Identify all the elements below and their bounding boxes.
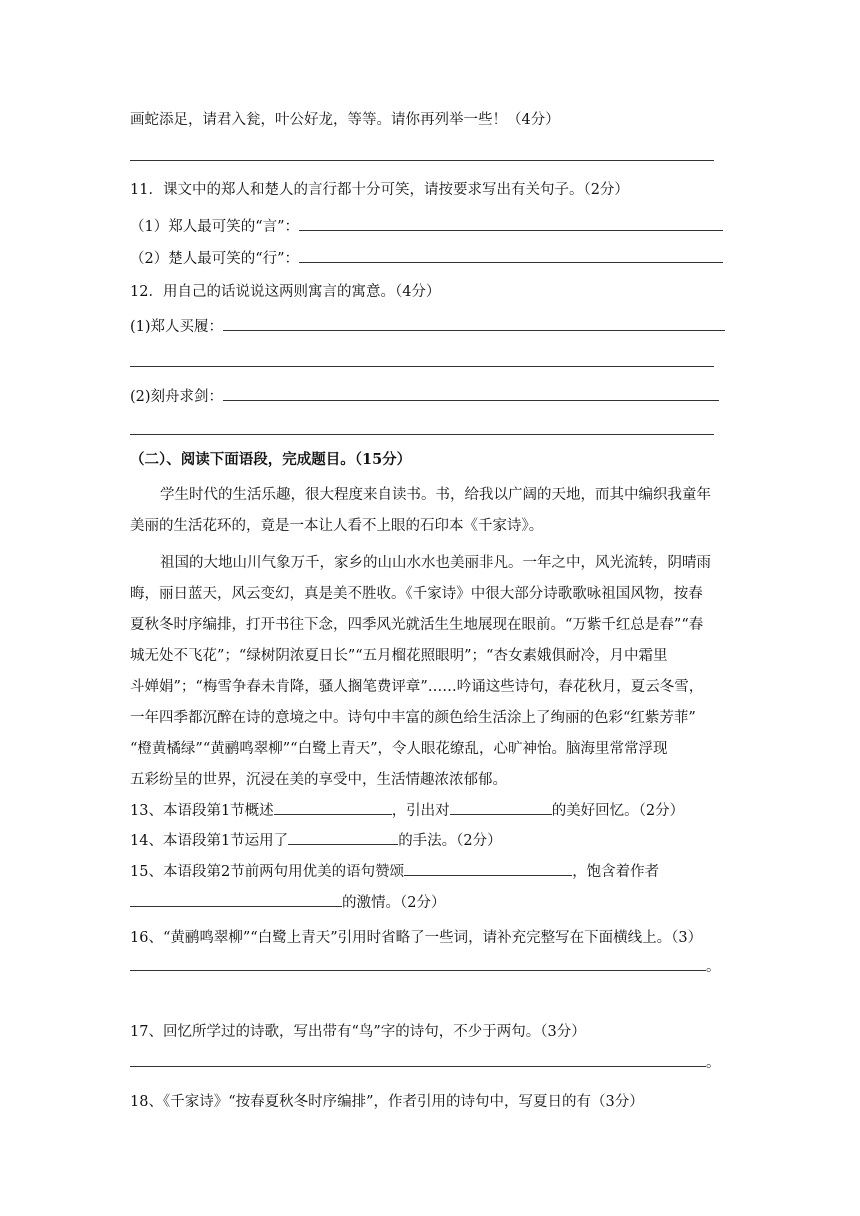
section2-heading: （二）、阅读下面语段，完成题目。（15分） xyxy=(130,451,412,468)
q11-sub2 xyxy=(130,248,730,269)
q12-sub1-label: (1)郑人买履： xyxy=(130,319,224,335)
q15-text-c: 的激情。（2分） xyxy=(342,895,446,911)
q13-blank-1[interactable] xyxy=(274,800,392,815)
q10-tail-text: 画蛇添足，请君入瓮，叶公好龙，等等。请你再列举一些！（4分） xyxy=(130,112,560,128)
para2-line: 五彩纷呈的世界，沉浸在美的享受中，生活情趣浓浓郁郁。 xyxy=(130,772,507,788)
q16-end-mark: 。 xyxy=(706,959,721,975)
q15-line1 xyxy=(130,861,730,882)
para2-line: 祖国的大地山川气象万千，家乡的山山水水也美丽非凡。一年之中，风光流转，阴晴雨 xyxy=(160,555,711,571)
q13-text-b: ，引出对 xyxy=(391,803,450,819)
para2-line: “橙黄橘绿”“黄鹂鸣翠柳”“白鹭上青天”，令人眼花缭乱，心旷神怡。脑海里常常浮现 xyxy=(130,741,668,757)
q12-sub1-answer-line[interactable] xyxy=(223,316,725,331)
q16-answer xyxy=(130,956,730,977)
q17-end-mark: 。 xyxy=(706,1055,721,1071)
q13-text-a: 13、本语段第1节概述 xyxy=(130,803,274,819)
q16-stem: 16、“黄鹂鸣翠柳”“白鹭上青天”引用时省略了一些词，请补充完整写在下面横线上。（3） xyxy=(130,930,703,946)
para2-line: 晦，丽日蓝天，风云变幻，真是美不胜收。《千家诗》中很大部分诗歌歌咏祖国风物，按春 xyxy=(130,586,703,602)
para2-line: 夏秋冬时序编排，打开书往下念，四季风光就活生生地展现在眼前。“万紫千红总是春”“春 xyxy=(130,617,704,633)
para2-line: 斗婵娟”；“梅雪争春未肯降，骚人搁笔费评章”……吟诵这些诗句，春花秋月，夏云冬雪， xyxy=(130,679,704,695)
q16-answer-line[interactable] xyxy=(130,956,706,971)
q15-text-b: ，饱含着作者 xyxy=(572,864,660,880)
q13-blank-2[interactable] xyxy=(450,800,552,815)
q12-sub2-answer-line[interactable] xyxy=(223,386,719,401)
q14 xyxy=(130,830,730,851)
q10-answer-line[interactable] xyxy=(130,160,714,161)
q15-text-a: 15、本语段第2节前两句用优美的语句赞颂 xyxy=(130,864,405,880)
para1-line: 美丽的生活花环的，竟是一本让人看不上眼的石印本《千家诗》。 xyxy=(130,518,544,534)
q12-sub1-answer-line-2[interactable] xyxy=(130,366,714,367)
q14-text-a: 14、本语段第1节运用了 xyxy=(130,833,289,849)
q11-sub1-label: （1）郑人最可笑的“言”： xyxy=(130,219,300,235)
q11-sub2-answer-line[interactable] xyxy=(299,248,723,263)
q15-blank-2[interactable] xyxy=(130,892,342,907)
q12-sub1 xyxy=(130,316,730,337)
q13 xyxy=(130,800,730,821)
q11-sub1 xyxy=(130,216,730,237)
q15-blank-1[interactable] xyxy=(404,861,572,876)
q11-sub2-label: （2）楚人最可笑的“行”： xyxy=(130,251,300,267)
q17-answer xyxy=(130,1052,730,1073)
q11-stem: 11．课文中的郑人和楚人的言行都十分可笑，请按要求写出有关句子。（2分） xyxy=(130,182,629,198)
q12-stem: 12．用自己的话说说这两则寓言的寓意。（4分） xyxy=(130,284,441,300)
para2-line: 一年四季都沉醉在诗的意境之中。诗句中丰富的颜色给生活涂上了绚丽的色彩“红紫芳菲” xyxy=(130,710,696,726)
q14-blank[interactable] xyxy=(288,830,398,845)
q17-stem: 17、回忆所学过的诗歌，写出带有“鸟”字的诗句，不少于两句。（3分） xyxy=(130,1024,586,1040)
q12-sub2 xyxy=(130,386,730,407)
q13-text-c: 的美好回忆。（2分） xyxy=(551,803,685,819)
para1-line: 学生时代的生活乐趣，很大程度来自读书。书，给我以广阔的天地，而其中编织我童年 xyxy=(160,487,711,503)
q15-line2 xyxy=(130,892,730,913)
q14-text-b: 的手法。（2分） xyxy=(398,833,502,849)
q18-stem: 18、《千家诗》“按春夏秋冬时序编排”，作者引用的诗句中，写夏日的有（3分） xyxy=(130,1094,644,1110)
q11-sub1-answer-line[interactable] xyxy=(299,216,723,231)
q17-answer-line[interactable] xyxy=(130,1052,706,1067)
q12-sub2-label: (2)刻舟求剑： xyxy=(130,389,224,405)
para2-line: 城无处不飞花”；“绿树阴浓夏日长”“五月榴花照眼明”；“杏女素娥俱耐冷，月中霜里 xyxy=(130,648,668,664)
q12-sub2-answer-line-2[interactable] xyxy=(130,434,714,435)
